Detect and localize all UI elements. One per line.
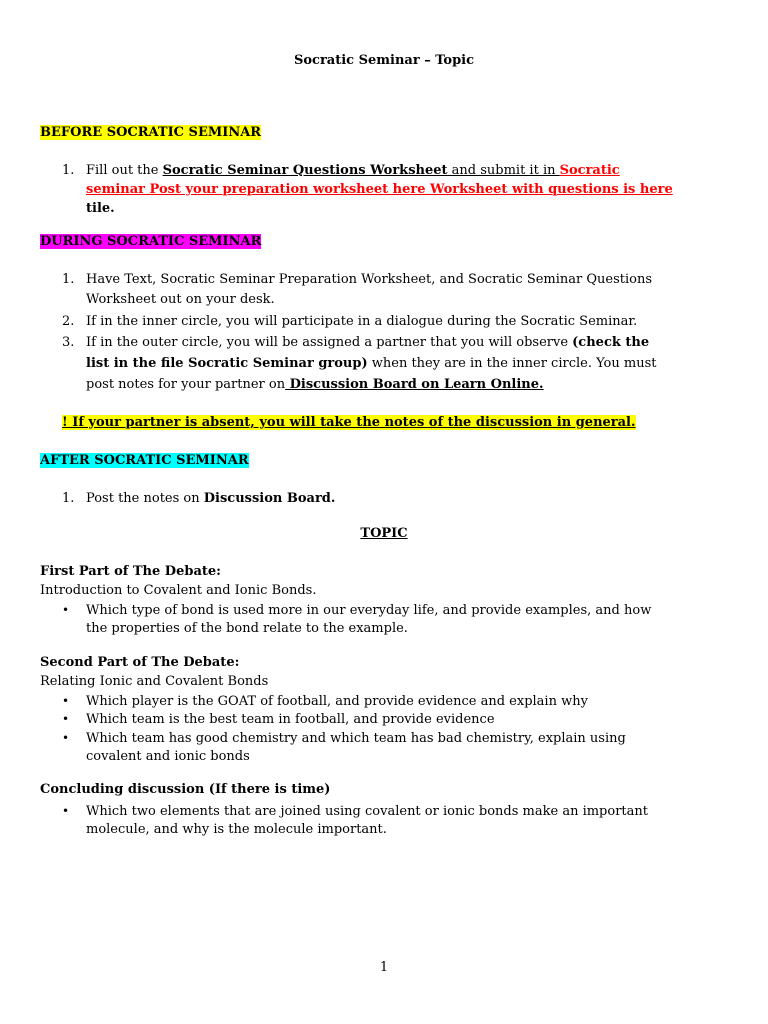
- list-item-cont: covalent and ionic bonds: [86, 749, 250, 764]
- during-heading-text: DURING SOCRATIC SEMINAR: [40, 234, 262, 249]
- after-heading-text: AFTER SOCRATIC SEMINAR: [40, 453, 249, 468]
- before-heading-text: BEFORE SOCRATIC SEMINAR: [40, 125, 262, 140]
- list-item: • Which player is the GOAT of football, and provide evidence and explain why: [62, 694, 588, 709]
- concluding-heading: Concluding discussion (If there is time): [40, 782, 331, 797]
- before-heading: [40, 125, 261, 140]
- bullet-icon: •: [62, 731, 70, 745]
- before-item-1-cont: [86, 180, 673, 199]
- before-item-1-cont2: tile.: [86, 201, 115, 216]
- second-part-subtitle: Relating Ionic and Covalent Bonds: [40, 674, 269, 689]
- list-item: • Which team has good chemistry and which team has bad chemistry, explain using: [62, 731, 626, 746]
- questions-worksheet-link[interactable]: Socratic Seminar Questions Worksheet: [162, 163, 448, 178]
- after-heading: [40, 453, 249, 468]
- after-item-1: 1. Post the notes on Discussion Board.: [62, 491, 336, 506]
- absent-partner-note: ! If your partner is absent, you will take the notes of the discussion in general.: [62, 415, 636, 430]
- bullet-icon: •: [62, 603, 70, 617]
- during-item-1-cont: Worksheet out on your desk.: [86, 292, 275, 307]
- topic-heading: TOPIC: [360, 526, 408, 541]
- first-part-subtitle: Introduction to Covalent and Ionic Bonds.: [40, 583, 317, 598]
- during-item-2: 2. If in the inner circle, you will participate in a dialogue during the Socratic Seminar.: [62, 314, 638, 329]
- bullet-icon: •: [62, 712, 70, 726]
- page-number: 1: [379, 960, 389, 975]
- before-item-1: 1. Fill out the Socratic Seminar Questions Worksheet and submit it in Socratic: [62, 163, 620, 178]
- bullet-icon: •: [62, 804, 70, 818]
- discussion-board-link[interactable]: Discussion Board on Learn Online.: [285, 377, 544, 392]
- during-item-3: 3. If in the outer circle, you will be assigned a partner that you will observe (check the: [62, 335, 650, 350]
- document-title: Socratic Seminar – Topic: [293, 53, 475, 68]
- submission-link-part1[interactable]: Socratic: [559, 163, 620, 178]
- first-part-heading: First Part of The Debate:: [40, 564, 221, 579]
- during-item-3-cont: list in the file Socratic Seminar group) when they are in the inner circle. You must: [86, 356, 657, 371]
- during-item-3-cont2: post notes for your partner on Discussion Board on Learn Online.: [86, 377, 544, 392]
- bullet-icon: •: [62, 694, 70, 708]
- during-item-1: 1. Have Text, Socratic Seminar Preparation Worksheet, and Socratic Seminar Questions: [62, 272, 653, 287]
- list-item-cont: molecule, and why is the molecule important.: [86, 822, 387, 837]
- submission-link-part2[interactable]: seminar Post your preparation worksheet here Worksheet with questions is here: [86, 182, 673, 197]
- during-heading: [40, 234, 261, 249]
- list-item: • Which type of bond is used more in our everyday life, and provide examples, and how: [62, 603, 652, 618]
- second-part-heading: Second Part of The Debate:: [40, 655, 240, 670]
- list-item: • Which two elements that are joined using covalent or ionic bonds make an important: [62, 804, 648, 819]
- list-item: • Which team is the best team in football, and provide evidence: [62, 712, 495, 727]
- list-item-cont: the properties of the bond relate to the example.: [86, 621, 408, 636]
